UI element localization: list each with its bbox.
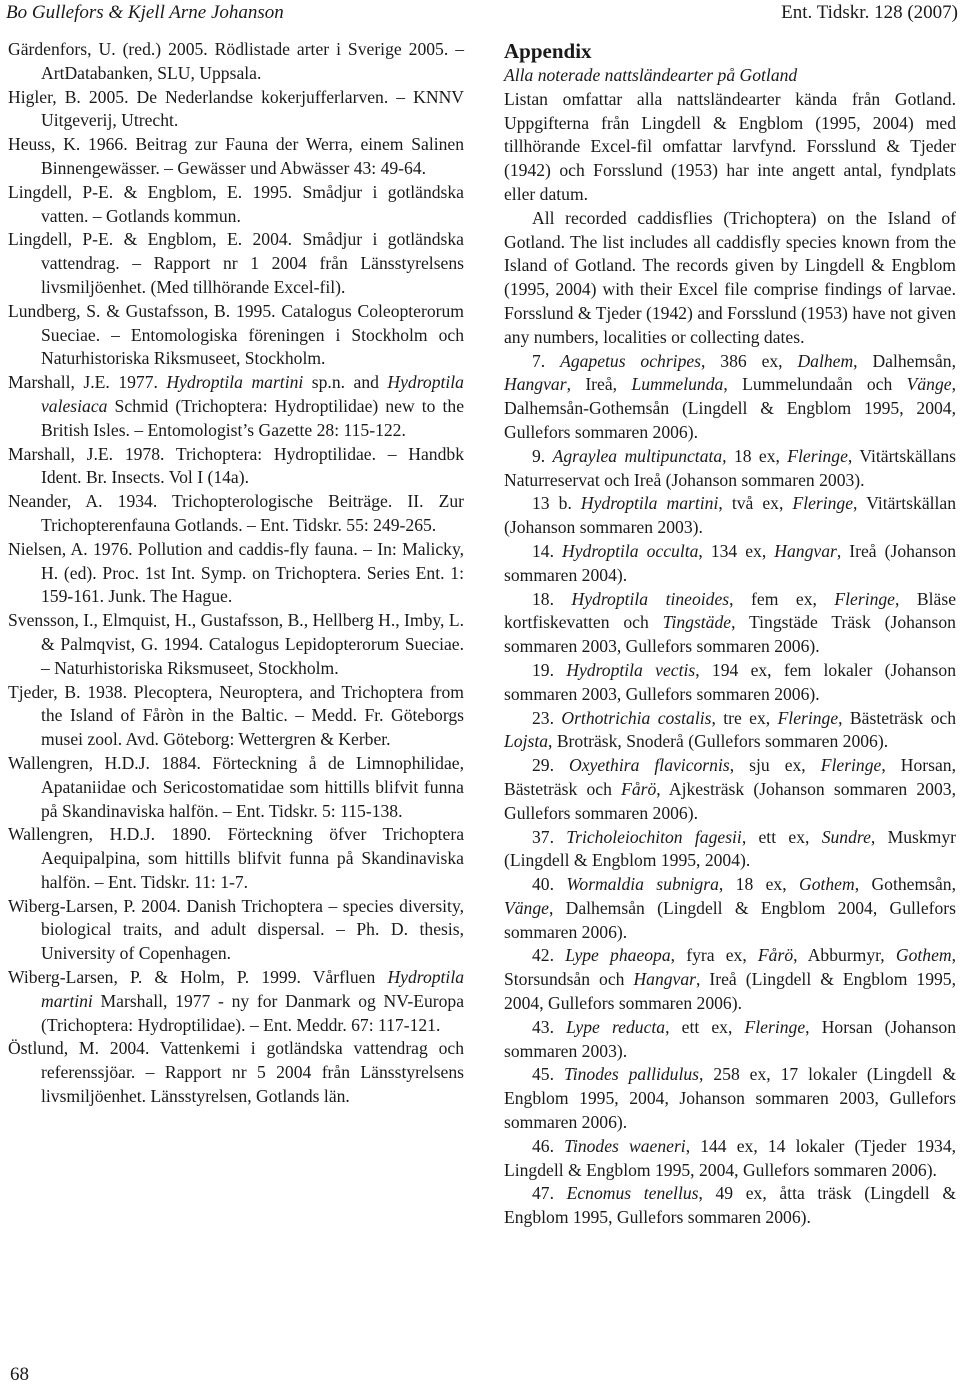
reference-entry <box>8 823 464 894</box>
italic-text: Tinodes pallidulus <box>563 1064 700 1085</box>
text-segment: Wallengren, H.D.J. 1884. Förteckning å de Limnophilidae, Apataniidae och Sericostomatidae som hittills blifvit funna på Skandinaviska halfön. – Ent. Tidskr. 5: 115-138. <box>8 752 464 821</box>
italic-text: Tingstäde <box>662 612 732 633</box>
text-segment: 46. <box>532 1135 565 1156</box>
species-entry <box>504 944 956 1015</box>
text-segment: 14. <box>532 540 563 561</box>
italic-text: Agraylea multipunctata, <box>552 445 727 466</box>
appendix-intro-english: All recorded caddisflies (Trichoptera) on the Island of Gotland. The list includes all caddisfly species known from the Island of Gotland. The records given by Lingdell & Engblom (1995, 2004) with their Excel file comprise findings of larvae. Forsslund & Tjeder (1942) and Forsslund (1953) have not given any numbers, localities or collecting dates. <box>504 207 956 347</box>
text-segment: Gärdenfors, U. (red.) 2005. Rödlistade arter i Sverige 2005. – ArtDatabanken, SLU, Uppsala. <box>8 39 464 83</box>
reference-entry <box>8 300 464 371</box>
italic-text: Lype reducta <box>566 1016 666 1037</box>
italic-text: Wormaldia subnigra <box>566 874 719 895</box>
appendix-column <box>504 38 956 1230</box>
species-entry <box>504 350 956 445</box>
text-segment: , Gothemsån, <box>854 874 956 895</box>
text-segment: , två ex, <box>718 493 793 514</box>
reference-entry <box>8 681 464 752</box>
italic-text: Gothem <box>798 874 855 895</box>
text-segment: 29. <box>532 755 570 776</box>
text-segment: Wiberg-Larsen, P. & Holm, P. 1999. Vårfluen <box>8 967 388 988</box>
text-segment: , sju ex, <box>729 755 821 776</box>
reference-entry <box>8 1037 464 1108</box>
text-segment: , Dalhemsån (Lingdell & Engblom 2004, Gullefors sommaren 2006). <box>504 897 956 942</box>
text-segment: Tjeder, B. 1938. Plecoptera, Neuroptera, and Trichoptera from the Island of Fåròn in the Baltic. – Medd. Fr. Göteborgs musei zool. Avd. Göteborg: Wettergren & Kerber. <box>8 681 464 750</box>
italic-text: Vänge <box>906 374 952 395</box>
reference-entry <box>8 966 464 1037</box>
running-header-authors: Bo Gullefors & Kjell Arne Johanson <box>6 2 284 23</box>
text-segment: , Muskmyr (Lingdell & Engblom 1995, 2004). <box>504 826 957 871</box>
italic-text: Dalhem <box>797 350 854 371</box>
reference-entry <box>8 443 464 491</box>
italic-text: Hydroptila martini <box>166 372 304 393</box>
text-segment: Marshall, J.E. 1978. Trichoptera: Hydroptilidae. – Handbk Ident. Br. Insects. Vol I (14a). <box>8 443 464 488</box>
italic-text: Ecnomus tenellus <box>566 1183 699 1204</box>
text-segment: , Ireå, <box>566 374 632 395</box>
reference-entry <box>8 38 464 86</box>
text-segment: , Lummelundaån och <box>723 374 907 395</box>
text-segment: Nielsen, A. 1976. Pollution and caddis-fly fauna. – In: Malicky, H. (ed). Proc. 1st Int. Symp. on Trichoptera. Series Ent. 1: 159-161. Junk. The Hague. <box>8 538 464 607</box>
text-segment: , Bästeträsk och <box>838 707 957 728</box>
text-segment: , Abburmyr, <box>793 945 896 966</box>
reference-entry <box>8 133 464 181</box>
species-entry <box>504 754 956 825</box>
text-segment: , 134 ex, <box>698 540 775 561</box>
text-segment: Higler, B. 2005. De Nederlandse kokerjufferlarven. – KNNV Uitgeverij, Utrecht. <box>8 86 464 131</box>
text-segment: , Horsan, Bästeträsk och <box>504 755 956 799</box>
italic-text: Fårö <box>621 778 657 799</box>
reference-entry <box>8 371 464 442</box>
text-segment: Marshall, 1977 - ny for Danmark og NV-Europa (Trichoptera: Hydroptilidae). – Ent. Meddr. 67: 117-121. <box>41 990 464 1035</box>
text-segment: 19. <box>532 659 567 680</box>
text-segment: 42. <box>532 945 566 966</box>
text-segment: Svensson, I., Elmquist, H., Gustafsson, B., Hellberg H., Imby, L. & Palmqvist, G. 1994. Catalogus Lepidopterorum Sueciae. – Naturhistoriska Riksmuseet, Stockholm. <box>8 610 464 678</box>
text-segment: 9. <box>532 445 553 466</box>
species-entry <box>504 492 956 540</box>
italic-text: Hydroptila martini <box>580 493 719 514</box>
text-segment: 18 ex, <box>726 445 788 466</box>
text-segment: Marshall, J.E. 1977. <box>8 372 167 393</box>
text-segment: Schmid (Trichoptera: Hydroptilidae) new to the British Isles. – Entomologist’s Gazette 28: 115-122. <box>41 395 464 440</box>
appendix-title: Appendix <box>504 39 592 63</box>
italic-text: Agapetus ochripes <box>560 350 702 371</box>
italic-text: Hangvar <box>774 540 837 561</box>
species-entry <box>504 826 956 874</box>
text-segment: , Ajkesträsk (Johanson sommaren 2003, Gullefors sommaren 2006). <box>504 778 956 823</box>
appendix-intro-swedish: Listan omfattar alla nattsländearter kända från Gotland. Uppgifterna från Lingdell & Engblom (1995, 2004) med tillhörande Excel-fil omfattar larvfynd. Forsslund & Tjeder (1942) och Forsslund (1953) har inte angett antal, fyndplats eller datum. <box>504 88 956 204</box>
species-entry <box>504 540 956 588</box>
text-segment: , ett ex, <box>665 1016 745 1037</box>
reference-entry <box>8 895 464 966</box>
reference-entry <box>8 181 464 229</box>
italic-text: Sundre <box>821 826 871 847</box>
reference-list <box>8 38 464 1109</box>
species-entry <box>504 873 956 944</box>
reference-entry <box>8 228 464 299</box>
text-segment: Heuss, K. 1966. Beitrag zur Fauna der Werra, einem Salinen Binnengewässer. – Gewässer und Abwässer 43: 49-64. <box>8 134 464 178</box>
text-segment: , ett ex, <box>741 826 822 847</box>
italic-text: Fleringe <box>834 588 895 609</box>
species-entry <box>504 1135 956 1183</box>
italic-text: Tinodes waeneri <box>564 1135 686 1156</box>
text-segment: 18. <box>532 588 572 609</box>
italic-text: Fleringe <box>777 707 839 728</box>
species-entry <box>504 659 956 707</box>
species-entry <box>504 588 956 659</box>
text-segment: sp.n. and <box>303 372 388 393</box>
text-segment: 37. <box>532 826 567 847</box>
species-entry <box>504 1182 956 1230</box>
references-column <box>8 38 464 1109</box>
text-segment: 43. <box>532 1016 567 1037</box>
text-segment: , fyra ex, <box>670 945 758 966</box>
reference-entry <box>8 609 464 680</box>
species-entry <box>504 1016 956 1064</box>
species-entry <box>504 707 956 755</box>
text-segment: Lundberg, S. & Gustafsson, B. 1995. Catalogus Coleopterorum Sueciae. – Entomologiska föreningen i Stockholm och Naturhistoriska Riksmuseet, Stockholm. <box>8 300 464 369</box>
text-segment: , Ireå (Johanson sommaren 2004). <box>504 540 956 585</box>
italic-text: Lojsta <box>504 731 549 752</box>
running-header-journal: Ent. Tidskr. 128 (2007) <box>781 2 958 23</box>
text-segment: , Broträsk, Snoderå (Gullefors sommaren 2006). <box>548 731 889 752</box>
italic-text: Hydroptila martini <box>41 967 464 1011</box>
text-segment: , 194 ex, fem lokaler (Johanson sommaren 2003, Gullefors sommaren 2006). <box>504 659 956 704</box>
text-segment: 7. <box>532 350 561 371</box>
text-segment: , Bläse kortfiskevatten och <box>504 588 956 633</box>
text-segment: 40. <box>532 874 567 895</box>
italic-text: Hydroptila vectis <box>566 659 696 680</box>
italic-text: Lype phaeopa <box>565 945 671 966</box>
text-segment: , Horsan (Johanson sommaren 2003). <box>504 1016 957 1061</box>
italic-text: Vänge <box>504 897 549 918</box>
italic-text: Hangvar <box>504 374 567 395</box>
text-segment: 45. <box>532 1064 564 1085</box>
italic-text: Fleringe <box>787 445 848 466</box>
text-segment: Wallengren, H.D.J. 1890. Förteckning öfver Trichoptera Aequipalpina, som hittills blifvit funna på Skandinaviska halfön. – Ent. Tidskr. 11: 1-7. <box>8 824 464 892</box>
text-segment: , Tingstäde Träsk (Johanson sommaren 2003, Gullefors sommaren 2006). <box>504 612 956 657</box>
appendix-subtitle: Alla noterade nattsländearter på Gotland <box>504 65 798 85</box>
italic-text: Tricholeiochiton fagesii <box>566 826 742 847</box>
species-list <box>504 350 956 1230</box>
text-segment: , 386 ex, <box>701 350 798 371</box>
reference-entry <box>8 538 464 609</box>
text-segment: Östlund, M. 2004. Vattenkemi i gotländska vattendrag och referenssjöar. – Rapport nr 5 2004 från Länsstyrelsens livsmiljöenhet. Länsstyrelsen, Gotlands län. <box>8 1038 464 1107</box>
text-segment: , fem ex, <box>729 588 835 609</box>
italic-text: Hydroptila tineoides <box>571 588 730 609</box>
text-segment: 47. <box>532 1183 567 1204</box>
text-segment: , 49 ex, åtta träsk (Lingdell & Engblom 1995, Gullefors sommaren 2006). <box>504 1183 957 1228</box>
text-segment: Lingdell, P-E. & Engblom, E. 2004. Smådjur i gotländska vattendrag. – Rapport nr 1 2004 från Länsstyrelsens livsmiljöenhet. (Med tillhörande Excel-fil). <box>8 229 464 297</box>
text-segment: 13 b. <box>532 493 581 514</box>
italic-text: Fleringe <box>744 1016 806 1037</box>
text-segment: Wiberg-Larsen, P. 2004. Danish Trichoptera – species diversity, biological traits, and adult dispersal. – Ph. D. thesis, University of Copenhagen. <box>8 895 464 964</box>
text-segment: , 18 ex, <box>718 874 799 895</box>
text-segment: Neander, A. 1934. Trichopterologische Beiträge. II. Zur Trichopterenfauna Gotlands. – Ent. Tidskr. 55: 249-265. <box>8 491 464 535</box>
italic-text: Hangvar <box>633 969 696 990</box>
text-segment: Lingdell, P-E. & Engblom, E. 1995. Smådjur i gotländska vatten. – Gotlands kommun. <box>8 181 464 226</box>
species-entry <box>504 1063 956 1134</box>
italic-text: Orthotrichia costalis <box>561 707 712 728</box>
reference-entry <box>8 490 464 538</box>
italic-text: Hydroptila valesiaca <box>41 372 464 416</box>
italic-text: Oxyethira flavicornis <box>569 755 730 776</box>
reference-entry <box>8 752 464 823</box>
reference-entry <box>8 86 464 134</box>
text-segment: , Vitärtskällans Naturreservat och Ireå (Johanson sommaren 2003). <box>504 445 957 490</box>
text-segment: , Dalhemsån, <box>853 350 956 371</box>
italic-text: Fleringe <box>820 755 882 776</box>
species-entry <box>504 445 956 493</box>
text-segment: , Ireå (Lingdell & Engblom 1995, 2004, Gullefors sommaren 2006). <box>504 969 956 1014</box>
italic-text: Gothem <box>895 945 952 966</box>
text-segment: , 258 ex, 17 lokaler (Lingdell & Engblom 1995, 2004, Johanson sommaren 2003, Gullefors sommaren 2006). <box>504 1064 957 1133</box>
text-segment: , Vitärtskällan (Johanson sommaren 2003). <box>504 493 957 538</box>
text-segment: , Storsundsån och <box>504 945 957 990</box>
text-segment: , Dalhemsån-Gothemsån (Lingdell & Engblom 1995, 2004, Gullefors sommaren 2006). <box>504 374 956 442</box>
text-segment: 23. <box>532 707 562 728</box>
page-number: 68 <box>10 1364 29 1385</box>
italic-text: Fårö <box>757 945 794 966</box>
text-segment: , 144 ex, 14 lokaler (Tjeder 1934, Lingdell & Engblom 1995, 2004, Gullefors sommaren 2006). <box>504 1135 957 1180</box>
italic-text: Fleringe <box>792 493 854 514</box>
italic-text: Hydroptila occulta <box>562 540 699 561</box>
text-segment: , tre ex, <box>711 707 778 728</box>
italic-text: Lummelunda <box>631 374 724 395</box>
